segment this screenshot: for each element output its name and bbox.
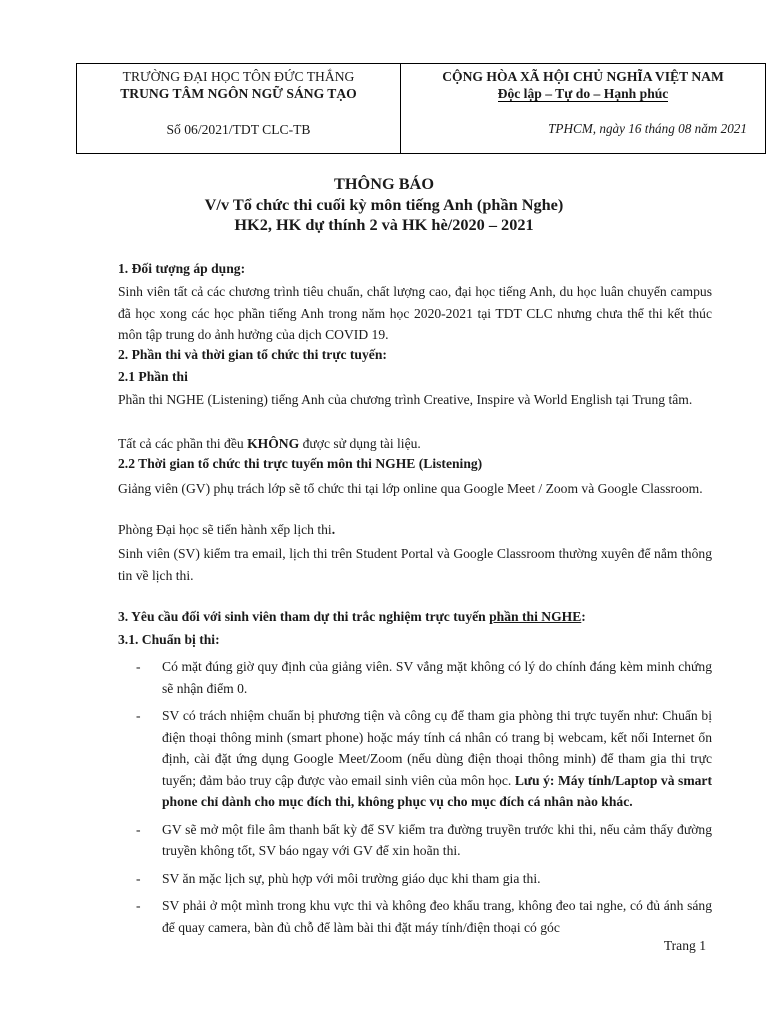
page-number: Trang 1 <box>663 938 706 953</box>
issue-date: TPHCM, ngày 16 tháng 08 năm 2021 <box>548 121 747 136</box>
section3-heading-underlined: phần thi NGHE <box>489 609 582 624</box>
note-emphasis: KHÔNG <box>247 436 300 451</box>
list-item-text: GV sẽ mở một file âm thanh bất kỳ để SV kiểm tra đường truyền trước khi thi, nếu cảm thấy đường truyền không tốt, SV báo ngay với GV để xin hoãn thi. <box>162 821 712 858</box>
list-dash: - <box>136 708 141 723</box>
list-dash: - <box>136 659 141 674</box>
document-number: Số 06/2021/TDT CLC-TB <box>166 122 311 137</box>
section2-1-heading: 2.1 Phần thi <box>118 369 188 384</box>
section2-heading: 2. Phần thi và thời gian tổ chức thi trực tuyến: <box>118 347 387 362</box>
section1-heading: 1. Đối tượng áp dụng: <box>118 261 246 276</box>
preparation-list <box>136 656 712 944</box>
list-item <box>136 895 712 938</box>
list-item <box>136 705 712 813</box>
section2-2-p1: Giảng viên (GV) phụ trách lớp sẽ tổ chức thi tại lớp online qua Google Meet / Zoom và Google Classroom. <box>118 481 703 496</box>
list-item <box>136 656 712 699</box>
motto-text: Độc lập – Tự do – Hạnh phúc <box>497 86 669 101</box>
list-dash: - <box>136 821 141 837</box>
list-item-bold: Lưu ý: Máy tính/Laptop và smart phone chỉ dành cho mục đích thi, không phục vụ cho mục đích cá nhân nào khác. <box>162 772 712 809</box>
university-name: TRƯỜNG ĐẠI HỌC TÔN ĐỨC THẮNG <box>122 69 355 84</box>
section2-2-heading: 2.2 Thời gian tổ chức thi trực tuyến môn thi NGHE (Listening) <box>118 456 483 471</box>
note-text: Tất cả các phần thi đều <box>118 436 248 451</box>
list-item-text: SV ăn mặc lịch sự, phù hợp với môi trường giáo dục khi tham gia thi. <box>162 870 541 886</box>
section2-2-p2 <box>118 519 712 541</box>
doc-term: HK2, HK dự thính 2 và HK hè/2020 – 2021 <box>234 215 534 234</box>
header-table <box>76 63 766 154</box>
section1-body: Sinh viên tất cả các chương trình tiêu chuẩn, chất lượng cao, đại học tiếng Anh, du học luân chuyển campus đã học xong các học phần tiếng Anh trong năm học 2020-2021 tại TDT CLC nhưng chưa thể thi kết thúc môn tập trung do ảnh hưởng của dịch COVID 19. <box>118 284 712 342</box>
header-left-cell <box>77 64 401 153</box>
note-text-end: được sử dụng tài liệu. <box>299 436 421 451</box>
list-item <box>136 819 712 862</box>
country-name: CỘNG HÒA XÃ HỘI CHỦ NGHĨA VIỆT NAM <box>442 69 724 84</box>
doc-subject: V/v Tổ chức thi cuối kỳ môn tiếng Anh (phần Nghe) <box>204 195 564 214</box>
section2-1-body: Phần thi NGHE (Listening) tiếng Anh của chương trình Creative, Inspire và World English tại Trung tâm. <box>118 392 693 407</box>
doc-title: THÔNG BÁO <box>334 174 434 193</box>
header-right-cell <box>401 64 765 153</box>
list-dash: - <box>136 870 141 886</box>
center-name: TRUNG TÂM NGÔN NGỮ SÁNG TẠO <box>120 86 357 101</box>
motto <box>401 86 765 102</box>
section3-heading-text: 3. Yêu cầu đối với sinh viên tham dự thi trắc nghiệm trực tuyến <box>118 609 490 624</box>
list-item-text: Có mặt đúng giờ quy định của giảng viên. SV vắng mặt không có lý do chính đáng kèm minh chứng sẽ nhận điểm 0. <box>162 659 712 696</box>
list-item <box>136 868 712 890</box>
section2-1-note <box>118 433 712 455</box>
section3-heading <box>118 609 586 625</box>
section3-heading-colon: : <box>581 609 586 624</box>
p2-period: . <box>331 522 336 537</box>
p2-text: Phòng Đại học sẽ tiến hành xếp lịch thi <box>118 522 332 537</box>
list-dash: - <box>136 898 141 913</box>
list-item-text: SV có trách nhiệm chuẩn bị phương tiện và công cụ để tham gia phòng thi trực tuyến như: Chuẩn bị điện thoại thông minh (smart phone) hoặc máy tính cá nhân có trang bị webcam, kết nối Internet ổn định, cài đặt ứng dụng Google Meet/Zoom (nếu dùng điện thoại thông minh) để tham gia thi trực tuyến; đảm bảo truy cập được vào email sinh viên của môn học. <box>162 708 712 788</box>
section3-1-heading: 3.1. Chuẩn bị thi: <box>118 632 220 647</box>
section2-2-p3: Sinh viên (SV) kiểm tra email, lịch thi trên Student Portal và Google Classroom thường xuyên để nắm thông tin về lịch thi. <box>118 546 712 583</box>
list-item-text: SV phải ở một mình trong khu vực thi và không đeo khẩu trang, không đeo tai nghe, có đủ ánh sáng để quay camera, bàn đủ chỗ để làm bài thi đặt máy tính/điện thoại có góc <box>162 898 712 935</box>
